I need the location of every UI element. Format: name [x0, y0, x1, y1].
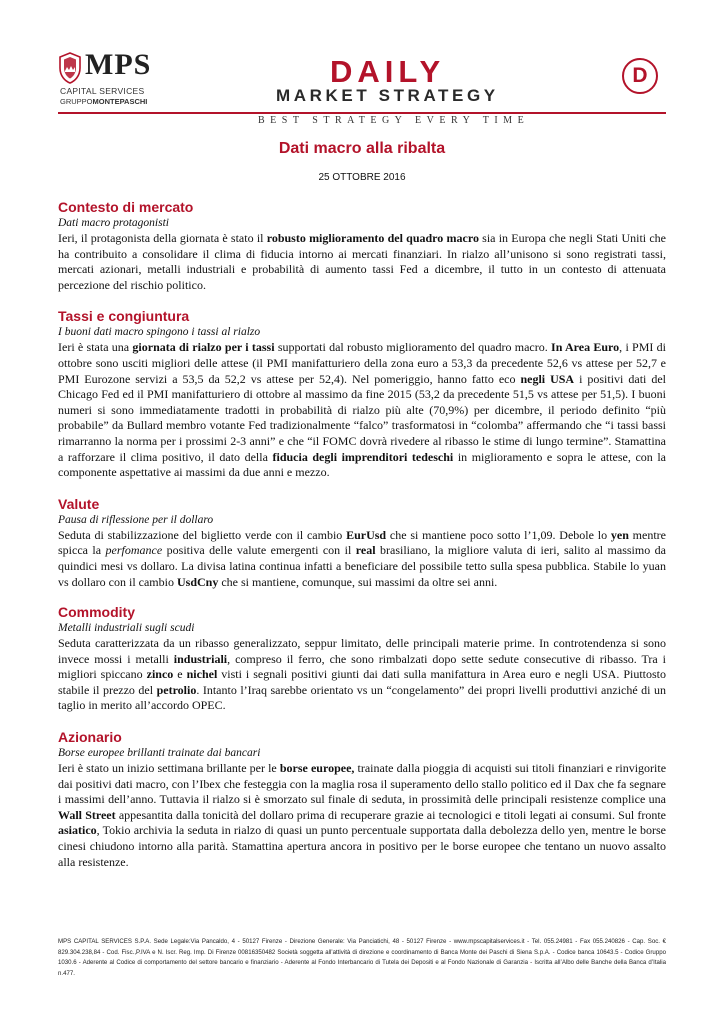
bold-text: borse europee, — [279, 761, 355, 776]
section-heading: Tassi e congiuntura — [58, 308, 190, 325]
text-run: supportati dal robusto miglioramento del quadro macro. — [274, 340, 552, 355]
text-run: brasiliano, la migliore valuta di ieri, salito al massimo da quindici mesi vs dollaro. La divisa latina continua infatti a beneficiare del possibile tetto sulla spesa pubblica. Stabile lo yuan vs dollaro con il cambio — [58, 543, 666, 589]
section-heading: Commodity — [58, 604, 135, 621]
section-subheading: Dati macro protagonisti — [58, 217, 169, 229]
section-subheading: I buoni dati macro spingono i tassi al rialzo — [58, 326, 261, 339]
legal-footer: MPS CAPITAL SERVICES S.P.A. Sede Legale:Via Pancaldo, 4 - 50127 Firenze - Direzione Generale: Via Panciatichi, 48 - 50127 Firenze - www.mpscapitalservices.it - Tel. 055.24981 - Fax 055.240826 - Cap. Soc. € 829.304.238,84 - Cod. Fisc.,P.IVA e N. Iscr. Reg. Imp. Di Firenze 00816350482 Società soggetta all’attività di direzione e coordinamento di Banca Monte dei Paschi di Siena S.p.A. - Codice banca 10643.5 - Codice Gruppo 1030.6 - Aderente al Codice di comportamento del settore bancario e finanziario - Aderente al Fondo Interbancario di Tutela dei Depositi e al Fondo Nazionale di Garanzia - Iscritta all’Albo delle Banche della Banca d’Italia n.477. — [58, 938, 666, 977]
monte-paschi-seal-icon — [58, 52, 82, 84]
logo-group-prefix: GRUPPO — [60, 97, 93, 106]
section-heading: Contesto di mercato — [58, 199, 194, 215]
section-subheading: Borse europee brillanti trainate dai bancari — [58, 747, 261, 760]
text-run: . Intanto l’Iraq sarebbe orientato vs un “congelamento” dei propri livelli produttivi anziché di un taglio in merito all’accordo OPEC. — [58, 682, 666, 713]
bold-text: robusto miglioramento del quadro macro — [266, 231, 479, 245]
mps-logo — [58, 50, 168, 110]
tagline: BEST STRATEGY EVERY TIME — [258, 115, 530, 126]
bold-text: yen — [610, 527, 629, 542]
text-run: mentre spicca la — [58, 527, 666, 558]
bold-text: asiatico — [58, 823, 97, 838]
logo-group — [60, 97, 147, 106]
text-run: Seduta di stabilizzazione del biglietto verde con il cambio — [58, 527, 347, 542]
text-run: Ieri è stata una — [58, 340, 133, 355]
section-paragraph — [58, 528, 666, 590]
bold-text: petrolio — [156, 682, 197, 697]
bold-text: Wall Street — [58, 807, 116, 822]
section-paragraph — [58, 340, 666, 480]
text-run: positiva delle valute emergenti con il — [162, 543, 356, 558]
logo-group-name: MONTEPASCHI — [92, 97, 148, 106]
bold-text: zinco — [146, 667, 174, 682]
logo-mps-text: MPS — [85, 48, 152, 81]
daily-heading: DAILY — [330, 54, 446, 89]
section-paragraph — [58, 636, 666, 714]
section-heading: Azionario — [58, 729, 122, 746]
header-divider — [58, 112, 666, 114]
text-run: che si mantiene poco sotto l’1,09. Debole lo — [386, 527, 611, 542]
section-valute — [58, 495, 666, 590]
section-heading: Valute — [58, 495, 100, 512]
d-badge — [622, 58, 658, 94]
text-run: trainate dalla pioggia di acquisti sui titoli finanziari e rinvigorite dai positivi dati macro, con l’Ibex che festeggia con la maglia rosa il superamento dello stallo politico ed il Dax che fa segnare i massimi dell’anno. Tuttavia il rialzo si è smorzato sul finale di seduta, in prossimità delle principali resistenze complice una — [58, 761, 667, 807]
section-azionario — [58, 728, 666, 870]
text-run: Ieri, il protagonista della giornata è stato il — [58, 231, 267, 245]
section-commodity — [58, 603, 666, 714]
italic-text: perfomance — [105, 543, 163, 558]
report-content — [58, 198, 666, 870]
text-run: , i PMI di ottobre sono usciti migliori delle attese (il PMI manifatturiero della zona euro a 53,3 da precedente 52,6 vs attese per 52,7 e PMI Eurozone servizi a 53,5 da 52,2 vs attese per 52,4). Nel pomeriggio, hanno fatto eco — [58, 340, 667, 386]
section-contesto — [58, 198, 666, 293]
text-run: Ieri è stato un inizio settimana brillante per le — [58, 761, 280, 776]
logo-capital-services: CAPITAL SERVICES — [60, 86, 145, 96]
bold-text: UsdCny — [176, 574, 219, 589]
text-run: i positivi dati del Chicago Fed ed il PMI manifatturiero di ottobre al massimo da fine 2015 (53,2 da precedente 51,5 vs attese per 51,5). I buoni numeri si sono immediatamente tradotti in probabilità di rialzo più alte (70,9%) per dicembre, il periodo definito “più probabile” da Bullard membro votante Fed tradizionalmente “falco” trasformatosi in “colomba” affermando che “i tassi bassi rimarranno la norma per i prossimi 2-3 anni” e che “il FOMC dovrà rivedere al ribasso le stime di lungo termine”. Stamattina a rafforzare il clima positivo, il dato della — [58, 371, 666, 464]
text-run: in miglioramento e sopra le attese, con la componente aspettative ai massimi da due anni e mezzo. — [58, 449, 666, 480]
section-paragraph — [58, 231, 666, 293]
text-run: visti i segnali positivi giunti dai dati sulla manifattura in Area euro e negli USA. Piuttosto stabile il prezzo del — [58, 667, 666, 697]
bold-text: nichel — [186, 667, 218, 682]
text-run: Seduta caratterizzata da un ribasso generalizzato, seppur limitato, delle principali materie prime. In controtendenza si sono invece mossi i metalli — [58, 636, 666, 666]
d-badge-letter: D — [632, 64, 648, 87]
text-run: e — [173, 667, 187, 682]
bold-text: EurUsd — [346, 527, 387, 542]
report-title: Dati macro alla ribalta — [278, 140, 446, 157]
bold-text: fiducia degli imprenditori tedeschi — [272, 449, 454, 464]
text-run: , compreso il ferro, che sono rimbalzati dopo sette sedute consecutive di ribasso. Tra i migliori spiccano — [58, 651, 666, 682]
text-run: sia in Europa che negli Stati Uniti che ha contribuito a consolidare il clima di fiducia intorno ai mercati finanziari. In rialzo all’unisono si sono registrati tassi, mercati azionari, metalli industriali e probabilità di aumento tassi Fed a dicembre, il tutto in un contesto di attenuata percezione del rischio politico. — [58, 231, 667, 292]
report-date: 25 OTTOBRE 2016 — [318, 172, 406, 183]
bold-text: giornata di rialzo per i tassi — [132, 340, 275, 355]
bold-text: industriali — [173, 651, 228, 666]
text-run: appesantita dalla tonicità del dollaro prima di recuperare grazie ai tecnologici e titoli legati ai consumi. Sul fronte — [115, 807, 667, 822]
section-tassi — [58, 307, 666, 480]
bold-text: In Area Euro — [551, 340, 620, 355]
bold-text: negli USA — [520, 371, 575, 386]
text-run: , Tokio archivia la seduta in rialzo di quasi un punto percentuale supportata dalla debolezza dello yen, mentre le borse cinesi chiudono intorno alla parità. Stamattina apertura ancora in positivo per le borse europee che tentano un nuovo assalto alla resistenze. — [58, 823, 666, 869]
market-strategy-heading: MARKET STRATEGY — [276, 86, 499, 105]
section-subheading: Metalli industriali sugli scudi — [58, 622, 195, 635]
section-paragraph — [58, 761, 666, 870]
bold-text: real — [355, 543, 376, 558]
text-run: che si mantiene, comunque, sui massimi da oltre sei anni. — [218, 574, 498, 589]
section-subheading: Pausa di riflessione per il dollaro — [58, 513, 214, 526]
